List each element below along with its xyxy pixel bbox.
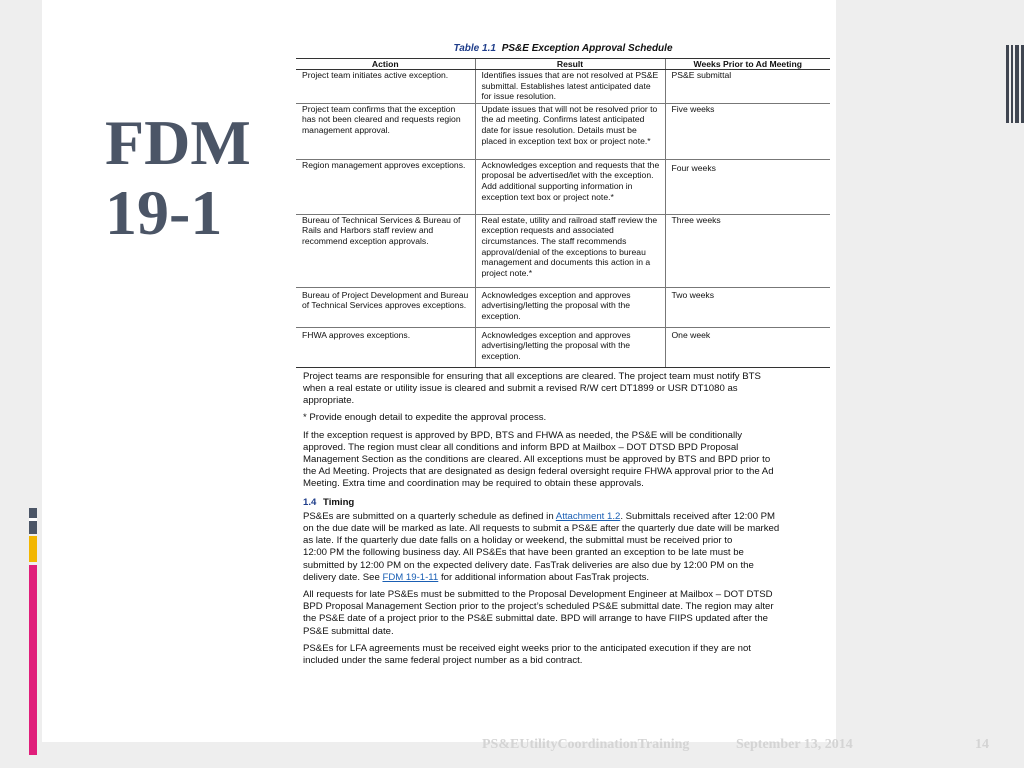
footer-date: September 13, 2014 bbox=[736, 737, 853, 752]
section-title: Timing bbox=[323, 496, 355, 508]
table-caption-number: Table 1.1 bbox=[453, 43, 496, 54]
table-caption-title: PS&E Exception Approval Schedule bbox=[501, 43, 673, 54]
cell-result: Real estate, utility and railroad staff review the exception requests and associated circumstances. The staff recommends approval/denial of the exceptions to bureau management and documents this action in a project note.* bbox=[475, 214, 665, 287]
table-row bbox=[296, 327, 830, 367]
document-content bbox=[296, 40, 830, 672]
cell-weeks: Three weeks bbox=[665, 214, 830, 287]
footer-course-title: PS&EUtilityCoordinationTraining bbox=[482, 737, 690, 752]
paragraph-footnote: * Provide enough detail to expedite the approval process. bbox=[303, 412, 547, 424]
header-action: Action bbox=[296, 59, 475, 70]
paragraph-timing bbox=[303, 511, 783, 584]
cell-action: Region management approves exceptions. bbox=[296, 159, 475, 214]
slide-title bbox=[105, 108, 265, 248]
section-heading-timing bbox=[303, 497, 783, 509]
cell-action: Project team confirms that the exception has not been cleared and requests region management approval. bbox=[296, 103, 475, 159]
slide-title-line1: FDM bbox=[105, 107, 251, 178]
cell-action: Bureau of Project Development and Bureau of Technical Services approves exceptions. bbox=[296, 287, 475, 327]
table-row bbox=[296, 287, 830, 327]
paragraph-conditional-approval: If the exception request is approved by BPD, BTS and FHWA as needed, the PS&E will be conditionally approved. The region must clear all conditions and inform BPD at Mailbox – DOT DTSD BPD Proposal Management Section as the conditions are cleared. All exceptions must be approved by BTS and BPD prior to the Ad Meeting. Projects that are designated as design federal oversight require FHWA approval prior to the Ad Meeting. Extra time and coordination may be required to obtain these approvals. bbox=[303, 429, 774, 490]
cell-result: Acknowledges exception and approves advertising/letting the proposal with the exception. bbox=[475, 327, 665, 367]
right-side-panel bbox=[836, 0, 1024, 768]
table-row bbox=[296, 159, 830, 214]
timing-text-b: . Submittals received after 12:00 PM on the due date will be marked as late. All requests to submit a PS&E after the quarterly due date will be marked as late. If the quarterly due date falls on a holiday or weekend, the submittal must be received prior to bbox=[303, 510, 780, 547]
paragraph-late-requests: All requests for late PS&Es must be submitted to the Proposal Development Engineer at Mailbox – DOT DTSD BPD Proposal Management Section prior to the project’s scheduled PS&E submittal date. The region may alter the PS&E date of a project prior to the PS&E submittal date. BPD will arrange to have FIIPS updated after the PS&E submittal date. bbox=[303, 589, 774, 637]
cell-result: Acknowledges exception and requests that the proposal be advertised/let with the exception. Add additional supporting information in exception text box or project note.* bbox=[475, 159, 665, 214]
cell-weeks: Five weeks bbox=[665, 103, 830, 159]
accent-bar-yellow bbox=[29, 536, 37, 562]
cell-result: Acknowledges exception and approves advertising/letting the proposal with the exception. bbox=[475, 287, 665, 327]
section-number: 1.4 bbox=[303, 496, 317, 508]
cell-action: Bureau of Technical Services & Bureau of Rails and Harbors staff review and recommend exception approvals. bbox=[296, 214, 475, 287]
header-weeks: Weeks Prior to Ad Meeting bbox=[665, 59, 830, 70]
accent-bar-dark-2 bbox=[29, 521, 37, 534]
timing-text-d: for additional information about FasTrak projects. bbox=[438, 571, 650, 583]
attachment-1-2-link[interactable]: Attachment 1.2 bbox=[555, 510, 621, 522]
table-row bbox=[296, 214, 830, 287]
table-caption bbox=[296, 40, 830, 58]
cell-action: Project team initiates active exception. bbox=[296, 70, 475, 104]
cell-weeks: PS&E submittal bbox=[665, 70, 830, 104]
cell-result: Identifies issues that are not resolved at PS&E submittal. Establishes latest anticipated date for issue resolution. bbox=[475, 70, 665, 104]
accent-bar-dark bbox=[29, 508, 37, 518]
table-row bbox=[296, 103, 830, 159]
slide-title-line2: 19-1 bbox=[105, 177, 223, 248]
accent-bar-magenta bbox=[29, 565, 37, 755]
cell-weeks: One week bbox=[665, 327, 830, 367]
body-text bbox=[303, 371, 783, 667]
header-result: Result bbox=[475, 59, 665, 70]
timing-text-c: 12:00 PM the following business day. All PS&Es that have been granted an exception to be late must be submitted by 12:00 PM on the expected delivery date. FasTrak deliveries are also due by 12:00 PM on the delivery date. See bbox=[303, 547, 754, 583]
cell-weeks: Two weeks bbox=[665, 287, 830, 327]
table-row bbox=[296, 70, 830, 104]
paragraph-lfa-agreements: PS&Es for LFA agreements must be received eight weeks prior to the anticipated execution if they are not included under the same federal project number as a bid contract. bbox=[303, 642, 751, 667]
decorative-stripes-icon bbox=[1006, 45, 1024, 123]
cell-weeks: Four weeks bbox=[665, 159, 830, 214]
fdm-19-1-11-link[interactable]: FDM 19-1-11 bbox=[382, 571, 439, 583]
cell-action: FHWA approves exceptions. bbox=[296, 327, 475, 367]
paragraph-exceptions-cleared: Project teams are responsible for ensuring that all exceptions are cleared. The project team must notify BTS when a real estate or utility issue is cleared and submit a revised R/W cert DT1899 or USR DT1080 as appropriate. bbox=[303, 370, 761, 407]
cell-result: Update issues that will not be resolved prior to the ad meeting. Confirms latest anticipated date for issue resolution. Details must be placed in exception text box or project note.* bbox=[475, 103, 665, 159]
footer-page-number: 14 bbox=[975, 737, 989, 752]
timing-text-a: PS&Es are submitted on a quarterly schedule as defined in bbox=[303, 510, 556, 522]
table-header-row bbox=[296, 59, 830, 70]
exception-approval-table bbox=[296, 58, 830, 368]
